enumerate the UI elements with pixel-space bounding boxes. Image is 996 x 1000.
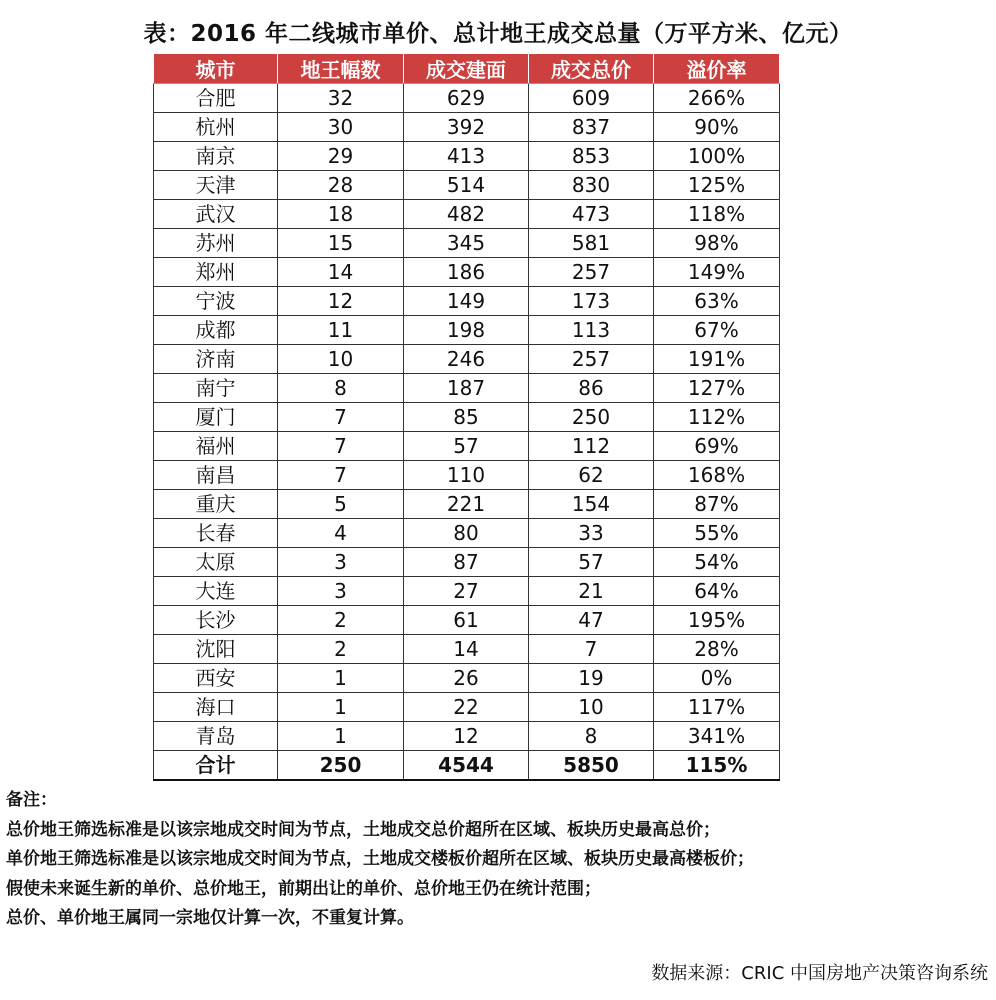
cell-city: 杭州 bbox=[154, 113, 278, 142]
cell-city: 宁波 bbox=[154, 287, 278, 316]
cell-premium: 63% bbox=[654, 287, 780, 316]
table-row bbox=[154, 635, 780, 664]
cell-premium: 117% bbox=[654, 693, 780, 722]
header-city: 城市 bbox=[154, 54, 278, 84]
cell-city: 西安 bbox=[154, 664, 278, 693]
cell-city: 合肥 bbox=[154, 84, 278, 113]
table-row bbox=[154, 548, 780, 577]
cell-price: 250 bbox=[529, 403, 654, 432]
cell-city: 太原 bbox=[154, 548, 278, 577]
table-row bbox=[154, 345, 780, 374]
total-cell-city: 合计 bbox=[154, 751, 278, 781]
cell-area: 482 bbox=[404, 200, 529, 229]
cell-premium: 118% bbox=[654, 200, 780, 229]
cell-count: 8 bbox=[278, 374, 404, 403]
cell-count: 1 bbox=[278, 693, 404, 722]
table-row bbox=[154, 403, 780, 432]
cell-area: 80 bbox=[404, 519, 529, 548]
cell-price: 609 bbox=[529, 84, 654, 113]
cell-area: 221 bbox=[404, 490, 529, 519]
table-row bbox=[154, 142, 780, 171]
cell-count: 32 bbox=[278, 84, 404, 113]
cell-city: 大连 bbox=[154, 577, 278, 606]
cell-area: 514 bbox=[404, 171, 529, 200]
cell-area: 413 bbox=[404, 142, 529, 171]
cell-count: 15 bbox=[278, 229, 404, 258]
cell-count: 1 bbox=[278, 664, 404, 693]
cell-premium: 90% bbox=[654, 113, 780, 142]
total-cell-price: 5850 bbox=[529, 751, 654, 781]
cell-premium: 98% bbox=[654, 229, 780, 258]
cell-count: 29 bbox=[278, 142, 404, 171]
table-row bbox=[154, 287, 780, 316]
cell-premium: 341% bbox=[654, 722, 780, 751]
cell-area: 246 bbox=[404, 345, 529, 374]
cell-area: 57 bbox=[404, 432, 529, 461]
cell-area: 12 bbox=[404, 722, 529, 751]
cell-count: 5 bbox=[278, 490, 404, 519]
cell-area: 186 bbox=[404, 258, 529, 287]
table-row bbox=[154, 693, 780, 722]
cell-count: 7 bbox=[278, 461, 404, 490]
table-row bbox=[154, 316, 780, 345]
cell-price: 10 bbox=[529, 693, 654, 722]
cell-premium: 195% bbox=[654, 606, 780, 635]
cell-premium: 127% bbox=[654, 374, 780, 403]
table-row bbox=[154, 374, 780, 403]
cell-count: 28 bbox=[278, 171, 404, 200]
table-row bbox=[154, 519, 780, 548]
total-cell-premium: 115% bbox=[654, 751, 780, 781]
cell-price: 581 bbox=[529, 229, 654, 258]
cell-price: 830 bbox=[529, 171, 654, 200]
cell-area: 198 bbox=[404, 316, 529, 345]
table-title: 表：2016 年二线城市单价、总计地王成交总量（万平方米、亿元） bbox=[143, 21, 853, 47]
cell-count: 1 bbox=[278, 722, 404, 751]
cell-count: 14 bbox=[278, 258, 404, 287]
cell-price: 154 bbox=[529, 490, 654, 519]
cell-area: 87 bbox=[404, 548, 529, 577]
cell-city: 长沙 bbox=[154, 606, 278, 635]
cell-premium: 64% bbox=[654, 577, 780, 606]
table-row bbox=[154, 113, 780, 142]
table-row bbox=[154, 606, 780, 635]
cell-city: 福州 bbox=[154, 432, 278, 461]
cell-area: 27 bbox=[404, 577, 529, 606]
cell-price: 62 bbox=[529, 461, 654, 490]
cell-city: 南昌 bbox=[154, 461, 278, 490]
cell-area: 22 bbox=[404, 693, 529, 722]
table-row bbox=[154, 664, 780, 693]
cell-city: 天津 bbox=[154, 171, 278, 200]
cell-area: 85 bbox=[404, 403, 529, 432]
cell-count: 7 bbox=[278, 403, 404, 432]
cell-count: 18 bbox=[278, 200, 404, 229]
cell-city: 南宁 bbox=[154, 374, 278, 403]
cell-price: 257 bbox=[529, 345, 654, 374]
cell-premium: 67% bbox=[654, 316, 780, 345]
total-row bbox=[154, 751, 780, 781]
table-row bbox=[154, 490, 780, 519]
header-row bbox=[154, 54, 780, 84]
cell-area: 26 bbox=[404, 664, 529, 693]
cell-price: 113 bbox=[529, 316, 654, 345]
cell-premium: 55% bbox=[654, 519, 780, 548]
cell-price: 837 bbox=[529, 113, 654, 142]
cell-count: 30 bbox=[278, 113, 404, 142]
cell-city: 长春 bbox=[154, 519, 278, 548]
header-count: 地王幅数 bbox=[278, 54, 404, 84]
cell-price: 57 bbox=[529, 548, 654, 577]
cell-premium: 0% bbox=[654, 664, 780, 693]
cell-city: 成都 bbox=[154, 316, 278, 345]
note-line: 单价地王筛选标准是以该宗地成交时间为节点，土地成交楼板价超所在区域、板块历史最高楼板价； bbox=[6, 849, 754, 869]
cell-price: 19 bbox=[529, 664, 654, 693]
cell-count: 2 bbox=[278, 606, 404, 635]
table-row bbox=[154, 722, 780, 751]
notes-section bbox=[6, 786, 986, 934]
cell-premium: 100% bbox=[654, 142, 780, 171]
cell-premium: 125% bbox=[654, 171, 780, 200]
cell-city: 郑州 bbox=[154, 258, 278, 287]
table-row bbox=[154, 461, 780, 490]
cell-premium: 69% bbox=[654, 432, 780, 461]
cell-price: 112 bbox=[529, 432, 654, 461]
cell-city: 济南 bbox=[154, 345, 278, 374]
cell-city: 青岛 bbox=[154, 722, 278, 751]
table-row bbox=[154, 258, 780, 287]
cell-premium: 149% bbox=[654, 258, 780, 287]
cell-premium: 191% bbox=[654, 345, 780, 374]
cell-city: 苏州 bbox=[154, 229, 278, 258]
cell-area: 61 bbox=[404, 606, 529, 635]
cell-count: 10 bbox=[278, 345, 404, 374]
cell-city: 武汉 bbox=[154, 200, 278, 229]
cell-count: 11 bbox=[278, 316, 404, 345]
cell-area: 149 bbox=[404, 287, 529, 316]
table-row bbox=[154, 84, 780, 113]
cell-city: 南京 bbox=[154, 142, 278, 171]
cell-count: 3 bbox=[278, 548, 404, 577]
note-line: 总价、单价地王属同一宗地仅计算一次，不重复计算。 bbox=[6, 908, 414, 928]
cell-count: 12 bbox=[278, 287, 404, 316]
cell-area: 110 bbox=[404, 461, 529, 490]
cell-city: 沈阳 bbox=[154, 635, 278, 664]
cell-city: 厦门 bbox=[154, 403, 278, 432]
cell-count: 2 bbox=[278, 635, 404, 664]
table-row bbox=[154, 171, 780, 200]
header-premium: 溢价率 bbox=[654, 54, 780, 84]
cell-price: 473 bbox=[529, 200, 654, 229]
cell-price: 8 bbox=[529, 722, 654, 751]
header-price: 成交总价 bbox=[529, 54, 654, 84]
total-cell-area: 4544 bbox=[404, 751, 529, 781]
cell-price: 173 bbox=[529, 287, 654, 316]
cell-area: 392 bbox=[404, 113, 529, 142]
cell-price: 21 bbox=[529, 577, 654, 606]
header-area: 成交建面 bbox=[404, 54, 529, 84]
notes-heading: 备注： bbox=[6, 790, 57, 810]
table-row bbox=[154, 577, 780, 606]
cell-premium: 266% bbox=[654, 84, 780, 113]
data-source: 数据来源：CRIC 中国房地产决策咨询系统 bbox=[651, 963, 988, 984]
cell-count: 3 bbox=[278, 577, 404, 606]
cell-count: 7 bbox=[278, 432, 404, 461]
cell-city: 重庆 bbox=[154, 490, 278, 519]
cell-price: 33 bbox=[529, 519, 654, 548]
cell-area: 14 bbox=[404, 635, 529, 664]
note-line: 总价地王筛选标准是以该宗地成交时间为节点，土地成交总价超所在区域、板块历史最高总价； bbox=[6, 819, 720, 840]
cell-city: 海口 bbox=[154, 693, 278, 722]
cell-area: 345 bbox=[404, 229, 529, 258]
table-row bbox=[154, 200, 780, 229]
cell-area: 629 bbox=[404, 84, 529, 113]
cell-premium: 87% bbox=[654, 490, 780, 519]
table-row bbox=[154, 229, 780, 258]
cell-premium: 28% bbox=[654, 635, 780, 664]
cell-count: 4 bbox=[278, 519, 404, 548]
cell-premium: 112% bbox=[654, 403, 780, 432]
cell-premium: 54% bbox=[654, 548, 780, 577]
cell-price: 257 bbox=[529, 258, 654, 287]
land-king-table bbox=[153, 54, 780, 781]
total-cell-count: 250 bbox=[278, 751, 404, 781]
cell-price: 7 bbox=[529, 635, 654, 664]
note-line: 假使未来诞生新的单价、总价地王，前期出让的单价、总价地王仍在统计范围； bbox=[6, 878, 601, 899]
cell-price: 86 bbox=[529, 374, 654, 403]
cell-price: 853 bbox=[529, 142, 654, 171]
cell-area: 187 bbox=[404, 374, 529, 403]
cell-price: 47 bbox=[529, 606, 654, 635]
cell-premium: 168% bbox=[654, 461, 780, 490]
table-row bbox=[154, 432, 780, 461]
table-body bbox=[154, 84, 780, 781]
